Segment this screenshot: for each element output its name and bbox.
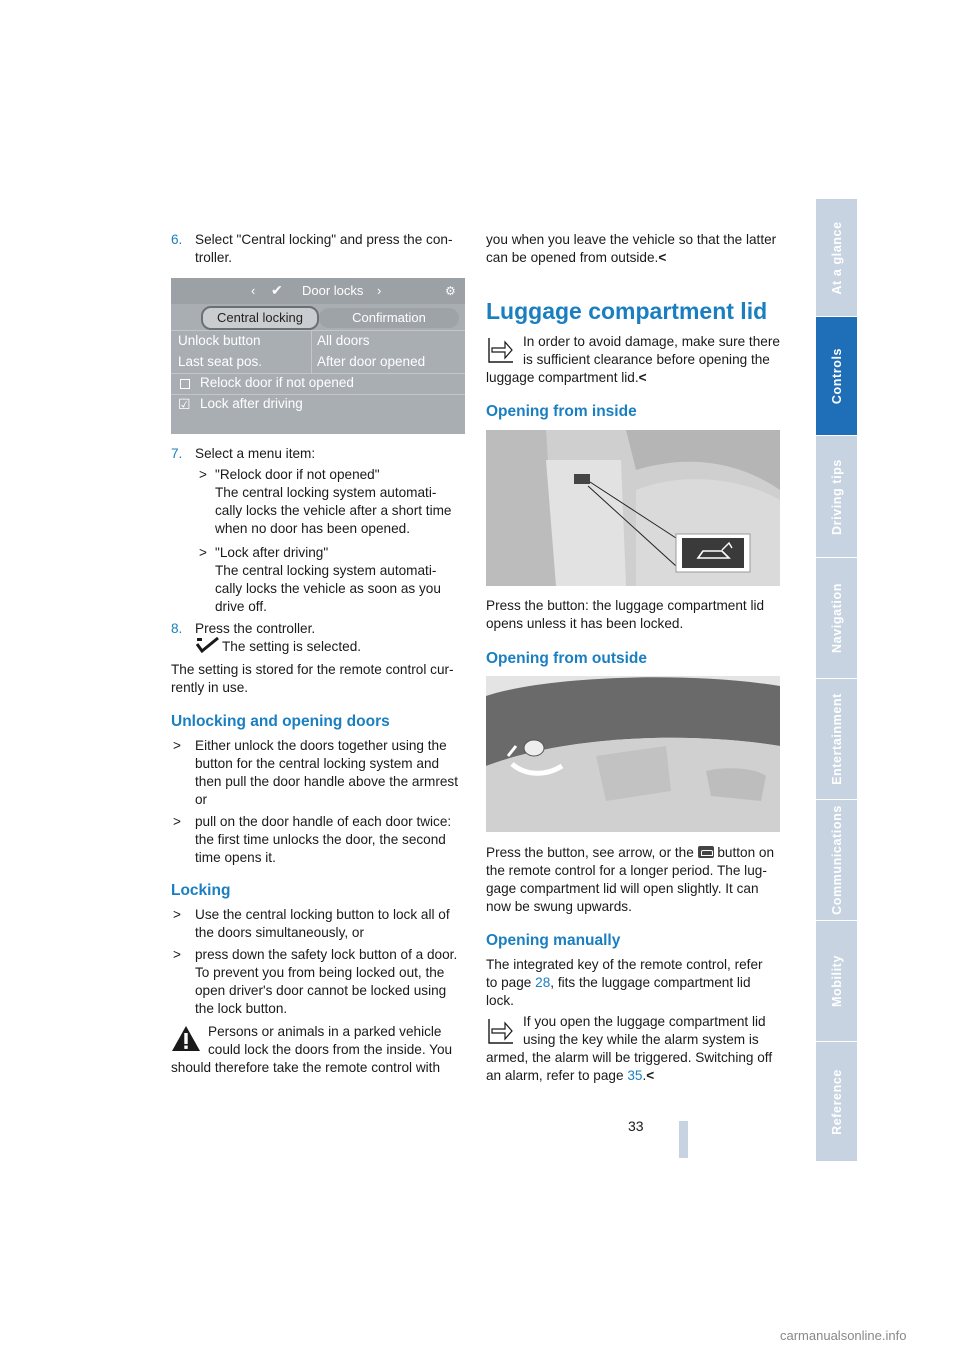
remote-trunk-icon [698,846,714,858]
inside-line2: opens unless it has been locked. [486,616,684,631]
step-6-line2: troller. [195,250,233,265]
note1-line2: is sufficient clearance before opening the [523,352,770,367]
page-link-28[interactable]: 28 [535,975,551,990]
bullet: > [173,814,181,829]
menu-last-seat-pos[interactable]: Last seat pos. [178,354,263,369]
sub1-title: "Relock door if not opened" [215,467,380,482]
unlock2-line1: pull on the door handle of each door twice: [195,814,452,829]
chevron-left-icon: ‹ [251,283,256,298]
unlock1-line3: then pull the door handle above the armrest [195,774,458,789]
sidebar-tab-reference[interactable]: Reference [816,1041,857,1161]
heading-locking: Locking [171,882,231,899]
checkbox-checked-icon[interactable]: ☑ [178,396,191,412]
note2-line4: an alarm, refer to page 35.< [486,1068,655,1083]
warning-line1: Persons or animals in a parked vehicle [208,1024,442,1039]
sub2-line2: cally locks the vehicle as soon as you [215,581,441,596]
bullet: > [199,545,207,560]
checkbox-unchecked-icon[interactable] [180,379,190,389]
unlock1-line2: button for the central locking system and [195,756,440,771]
trunk-photo [486,676,780,832]
heading-luggage-compartment-lid: Luggage compartment lid [486,298,768,324]
outside-line4: now be swung upwards. [486,899,632,914]
note2-line3: armed, the alarm will be triggered. Switching off [486,1050,773,1065]
step-8-sub: The setting is selected. [222,639,362,654]
car-check-icon: ✔ [271,282,283,298]
lock1-line1: Use the central locking button to lock all of [195,907,450,922]
checkmark-icon [196,637,220,653]
central-locking-screen [171,278,465,434]
heading-opening-from-outside: Opening from outside [486,650,648,667]
note1-line1: In order to avoid damage, make sure there [523,334,780,349]
chevron-right-icon: › [377,283,382,298]
interior-photo [486,430,780,586]
sidebar-tab-navigation[interactable]: Navigation [816,557,857,678]
continued-line2: can be opened from outside.< [486,250,667,265]
tab-central-locking[interactable]: Central locking [201,306,319,330]
sidebar-tab-driving-tips[interactable]: Driving tips [816,435,857,557]
page-marker-bar [679,1121,688,1158]
stored-line2: rently in use. [171,680,249,695]
unlock2-line3: time opens it. [195,850,276,865]
bullet: > [173,738,181,753]
settings-icon: ⚙ [445,284,456,298]
unlock2-line2: the first time unlocks the door, the second [195,832,446,847]
page-number: 33 [628,1118,644,1134]
outside-line3: gage compartment lid will open slightly. It can [486,881,759,896]
watermark: carmanualsonline.info [780,1328,907,1343]
sub2-line3: drive off. [215,599,267,614]
menu-unlock-button[interactable]: Unlock button [178,333,261,348]
continued-line1: you when you leave the vehicle so that the latter [486,232,777,247]
menu-all-doors[interactable]: All doors [317,333,370,348]
step-8-number: 8. [171,621,183,636]
screen-header-title: Door locks [302,283,364,298]
divider [311,331,312,373]
manual-line2: to page 28, fits the luggage compartment lid [486,975,751,990]
sidebar-tab-at-a-glance[interactable]: At a glance [816,198,857,316]
outside-line1: Press the button, see arrow, or the button on [486,845,775,860]
unlock1-line4: or [195,792,208,807]
menu-lock-after-driving[interactable]: Lock after driving [200,396,303,411]
sub1-line1: The central locking system automati- [215,485,437,500]
lock2-line4: the lock button. [195,1001,288,1016]
screen-header [171,278,465,304]
sidebar-tab-communications[interactable]: Communications [816,799,857,920]
menu-relock-door[interactable]: Relock door if not opened [200,375,354,390]
step-6-line1: Select "Central locking" and press the con- [195,232,453,247]
page-link-35[interactable]: 35 [627,1068,643,1083]
note2-line2: using the key while the alarm system is [523,1032,759,1047]
end-mark: < [638,370,647,385]
bullet: > [173,947,181,962]
note-icon [488,1018,514,1044]
step-7-number: 7. [171,446,183,461]
note-icon [488,337,514,363]
note2-line1: If you open the luggage compartment lid [523,1014,766,1029]
lock2-line3: open driver's door cannot be locked using [195,983,447,998]
manual-line3: lock. [486,993,514,1008]
note1-line3: luggage compartment lid.< [486,370,647,385]
sub2-title: "Lock after driving" [215,545,329,560]
sidebar-tab-entertainment[interactable]: Entertainment [816,678,857,799]
tab-confirmation[interactable]: Confirmation [319,308,459,328]
lock2-line2: To prevent you from being locked out, the [195,965,445,980]
warning-line2: could lock the doors from the inside. You [208,1042,453,1057]
outside-line2: the remote control for a longer period. The lug- [486,863,767,878]
heading-unlocking: Unlocking and opening doors [171,713,390,730]
unlock1-line1: Either unlock the doors together using the [195,738,447,753]
end-mark: < [658,250,667,265]
step-7-text: Select a menu item: [195,446,316,461]
bullet: > [173,907,181,922]
stored-line1: The setting is stored for the remote control cur- [171,662,454,677]
step-6-number: 6. [171,232,183,247]
manual-line1: The integrated key of the remote control, refer [486,957,763,972]
sub1-line2: cally locks the vehicle after a short time [215,503,452,518]
lock1-line2: the doors simultaneously, or [195,925,364,940]
end-mark: < [646,1068,655,1083]
lock2-line1: press down the safety lock button of a door. [195,947,458,962]
warning-line3: should therefore take the remote control with [171,1060,441,1075]
sub2-line1: The central locking system automati- [215,563,437,578]
sidebar-tab-mobility[interactable]: Mobility [816,920,857,1041]
sidebar-tab-controls[interactable]: Controls [816,316,857,435]
inside-line1: Press the button: the luggage compartment lid [486,598,765,613]
bullet: > [199,467,207,482]
step-8-text: Press the controller. [195,621,316,636]
sub1-line3: when no door has been opened. [215,521,411,536]
menu-after-door-opened[interactable]: After door opened [317,354,426,369]
heading-opening-manually: Opening manually [486,932,621,949]
warning-icon [171,1025,201,1052]
heading-opening-from-inside: Opening from inside [486,403,637,420]
